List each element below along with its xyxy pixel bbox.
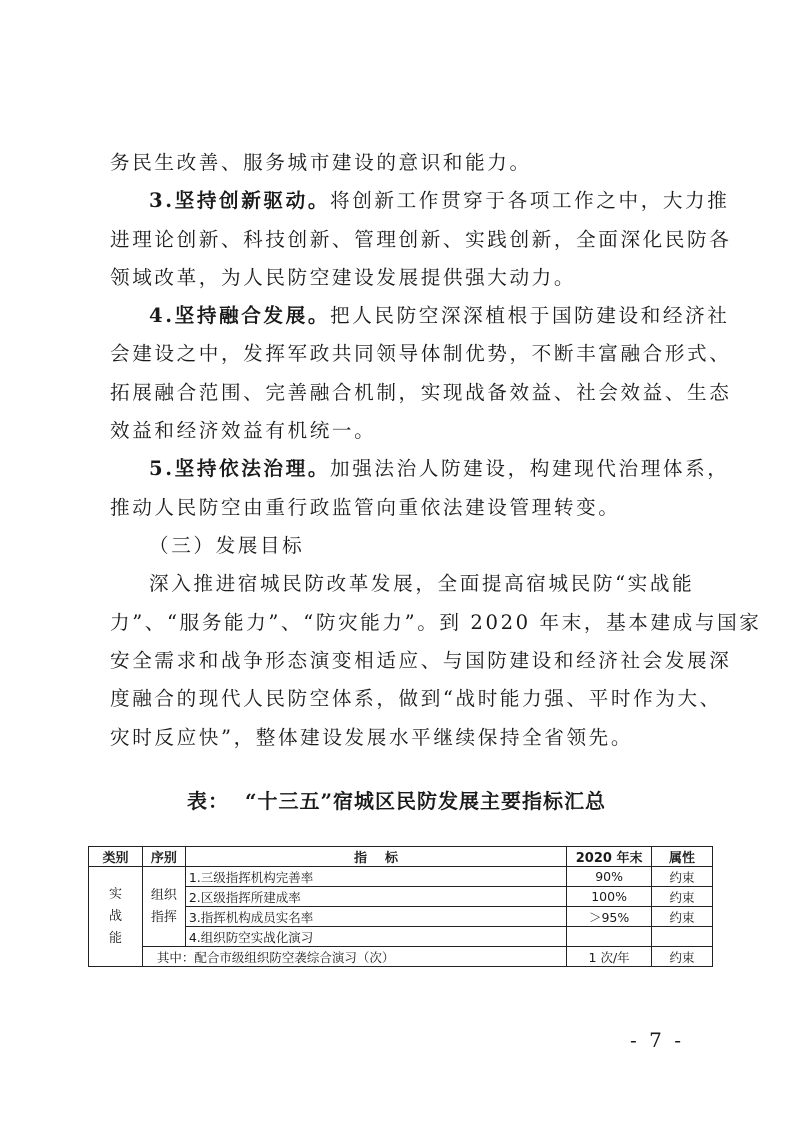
indicator-table (88, 846, 713, 967)
attribute-cell: 约束 (652, 947, 713, 967)
caption-prefix: 表： (187, 789, 230, 813)
table-caption (0, 785, 793, 814)
point-text: 加强法治人防建设，构建现代治理体系， (330, 457, 730, 480)
paragraph-line: 领域改革，为人民防空建设发展提供强大动力。 (110, 266, 577, 289)
point-heading: 4.坚持融合发展。 (149, 304, 331, 327)
header-category: 类别 (89, 847, 143, 867)
table-row (89, 867, 713, 887)
paragraph-line: 度融合的现代人民防空体系，做到“战时能力强、平时作为大、 (110, 687, 722, 710)
target-cell: ＞95% (567, 907, 652, 927)
indicator-cell: 3.指挥机构成员实名率 (185, 907, 566, 927)
point-heading: 5.坚持依法治理。 (149, 457, 331, 480)
attribute-cell: 约束 (652, 887, 713, 907)
paragraph-line: 推动人民防空由重行政监管向重依法建设管理转变。 (110, 496, 621, 519)
paragraph-line (149, 456, 730, 482)
point-heading: 3.坚持创新驱动。 (149, 189, 331, 212)
header-indicator: 指 标 (185, 847, 566, 867)
paragraph-line: 拓展融合范围、完善融合机制，实现战备效益、社会效益、生态 (110, 381, 732, 404)
category-cell: 实 战 能 (89, 867, 143, 967)
attribute-cell: 约束 (652, 907, 713, 927)
target-cell: 90% (567, 867, 652, 887)
page-number: - 7 - (630, 1028, 684, 1052)
indicator-cell: 2.区级指挥所建成率 (185, 887, 566, 907)
target-cell (567, 927, 652, 947)
paragraph-line: 安全需求和战争形态演变相适应、与国防建设和经济社会发展深 (110, 649, 732, 672)
paragraph-line: 效益和经济效益有机统一。 (110, 419, 377, 442)
header-target: 2020 年末 (567, 847, 652, 867)
paragraph-line: 务民生改善、服务城市建设的意识和能力。 (110, 151, 532, 174)
table-header-row (89, 847, 713, 867)
indicator-cell: 4.组织防空实战化演习 (185, 927, 566, 947)
paragraph-line (149, 303, 730, 329)
header-attribute: 属性 (652, 847, 713, 867)
point-text: 把人民防空深深植根于国防建设和经济社 (330, 304, 730, 327)
indicator-cell: 其中：配合市级组织防空袭综合演习（次） (142, 947, 566, 967)
paragraph-line (149, 188, 730, 214)
target-cell: 1 次/年 (567, 947, 652, 967)
target-cell: 100% (567, 887, 652, 907)
paragraph-line: 深入推进宿城民防改革发展，全面提高宿城民防“实战能 (149, 572, 695, 595)
attribute-cell: 约束 (652, 867, 713, 887)
attribute-cell (652, 927, 713, 947)
indicator-cell: 1.三级指挥机构完善率 (185, 867, 566, 887)
paragraph-line: 力”、“服务能力”、“防灾能力”。到 2020 年末，基本建成与国家 (110, 611, 762, 634)
paragraph-line: 灾时反应快”，整体建设发展水平继续保持全省领先。 (110, 726, 634, 749)
point-text: 将创新工作贯穿于各项工作之中，大力推 (330, 189, 730, 212)
table-row (89, 947, 713, 967)
header-serial: 序别 (142, 847, 185, 867)
paragraph-line: 会建设之中，发挥军政共同领导体制优势，不断丰富融合形式、 (110, 342, 732, 365)
caption-title: “十三五”宿城区民防发展主要指标汇总 (244, 789, 606, 813)
section-heading: （三）发展目标 (149, 534, 305, 557)
subcategory-cell: 组织 指挥 (142, 867, 185, 947)
paragraph-line: 进理论创新、科技创新、管理创新、实践创新，全面深化民防各 (110, 228, 732, 251)
